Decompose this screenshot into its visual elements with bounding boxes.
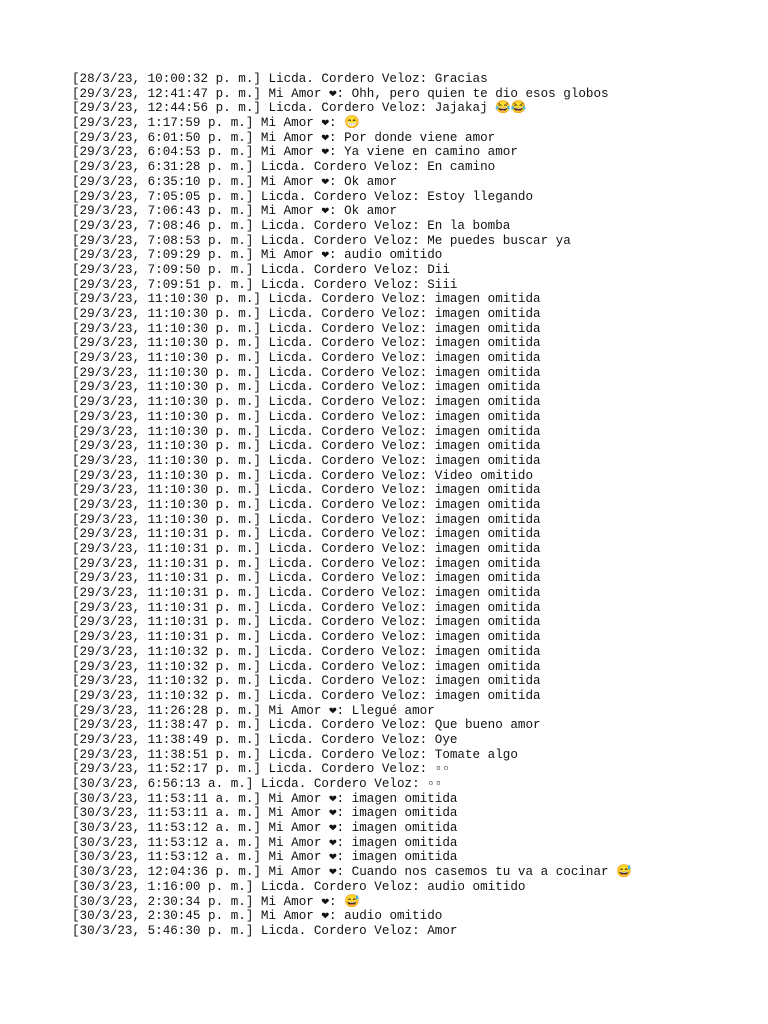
chat-line: [29/3/23, 11:10:30 p. m.] Licda. Cordero Veloz: imagen omitida (72, 453, 541, 468)
chat-line: [29/3/23, 1:17:59 p. m.] Mi Amor ❤: 😁 (72, 116, 360, 131)
chat-line: [30/3/23, 2:30:34 p. m.] Mi Amor ❤: 😅 (72, 894, 360, 909)
chat-line: [29/3/23, 11:10:31 p. m.] Licda. Cordero Veloz: imagen omitida (72, 586, 541, 601)
chat-line: [29/3/23, 11:10:32 p. m.] Licda. Cordero Veloz: imagen omitida (72, 688, 541, 703)
chat-line: [29/3/23, 11:10:30 p. m.] Licda. Cordero Veloz: imagen omitida (72, 483, 541, 498)
chat-line: [30/3/23, 11:53:11 a. m.] Mi Amor ❤: imagen omitida (72, 791, 458, 806)
chat-line: [29/3/23, 11:10:31 p. m.] Licda. Cordero Veloz: imagen omitida (72, 542, 541, 556)
chat-line: [29/3/23, 7:05:05 p. m.] Licda. Cordero Veloz: Estoy llegando (72, 189, 534, 204)
chat-line: [30/3/23, 5:46:30 p. m.] Licda. Cordero Veloz: Amor (72, 923, 458, 938)
chat-line: [29/3/23, 11:10:30 p. m.] Licda. Cordero Veloz: imagen omitida (72, 380, 541, 395)
chat-line: [29/3/23, 11:10:30 p. m.] Licda. Cordero Veloz: imagen omitida (72, 321, 541, 336)
chat-line: [29/3/23, 11:10:31 p. m.] Licda. Cordero Veloz: imagen omitida (72, 527, 541, 542)
chat-line: [29/3/23, 11:10:30 p. m.] Licda. Cordero Veloz: imagen omitida (72, 307, 541, 321)
chat-line: [29/3/23, 7:09:50 p. m.] Licda. Cordero Veloz: Dii (72, 262, 450, 277)
chat-line: [29/3/23, 11:10:32 p. m.] Licda. Cordero Veloz: imagen omitida (72, 644, 541, 659)
chat-line: [29/3/23, 11:10:32 p. m.] Licda. Cordero Veloz: imagen omitida (72, 659, 541, 674)
chat-line: [30/3/23, 1:16:00 p. m.] Licda. Cordero Veloz: audio omitido (72, 879, 526, 894)
chat-line: [29/3/23, 11:26:28 p. m.] Mi Amor ❤: Llegué amor (72, 703, 435, 718)
chat-line: [29/3/23, 11:52:17 p. m.] Licda. Cordero Veloz: ▫▫ (72, 762, 450, 777)
chat-line: [30/3/23, 12:04:36 p. m.] Mi Amor ❤: Cuando nos casemos tu va a cocinar 😅 (72, 865, 632, 880)
chat-line: [30/3/23, 2:30:45 p. m.] Mi Amor ❤: audio omitido (72, 909, 443, 924)
chat-line: [30/3/23, 11:53:12 a. m.] Mi Amor ❤: imagen omitida (72, 821, 458, 836)
chat-line: [29/3/23, 6:01:50 p. m.] Mi Amor ❤: Por donde viene amor (72, 130, 496, 145)
chat-line: [30/3/23, 6:56:13 a. m.] Licda. Cordero Veloz: ▫▫ (72, 777, 443, 791)
chat-line: [28/3/23, 10:00:32 p. m.] Licda. Cordero Veloz: Gracias (72, 72, 488, 86)
chat-line: [29/3/23, 11:10:32 p. m.] Licda. Cordero Veloz: imagen omitida (72, 674, 541, 689)
chat-line: [29/3/23, 7:08:53 p. m.] Licda. Cordero Veloz: Me puedes buscar ya (72, 233, 571, 248)
chat-line: [29/3/23, 11:10:30 p. m.] Licda. Cordero Veloz: imagen omitida (72, 424, 541, 439)
chat-line: [29/3/23, 7:06:43 p. m.] Mi Amor ❤: Ok amor (72, 204, 397, 219)
chat-line: [29/3/23, 6:04:53 p. m.] Mi Amor ❤: Ya viene en camino amor (72, 145, 518, 160)
chat-line: [29/3/23, 11:10:30 p. m.] Licda. Cordero Veloz: imagen omitida (72, 409, 541, 424)
chat-line: [29/3/23, 11:10:31 p. m.] Licda. Cordero Veloz: imagen omitida (72, 615, 541, 630)
chat-transcript (72, 72, 732, 939)
chat-line: [29/3/23, 11:10:30 p. m.] Licda. Cordero Veloz: imagen omitida (72, 512, 541, 527)
chat-line: [29/3/23, 11:38:49 p. m.] Licda. Cordero Veloz: Oye (72, 732, 458, 747)
chat-line: [29/3/23, 7:08:46 p. m.] Licda. Cordero Veloz: En la bomba (72, 218, 511, 233)
chat-line: [29/3/23, 11:10:31 p. m.] Licda. Cordero Veloz: imagen omitida (72, 630, 541, 645)
chat-line: [30/3/23, 11:53:12 a. m.] Mi Amor ❤: imagen omitida (72, 850, 458, 865)
chat-line: [29/3/23, 11:10:30 p. m.] Licda. Cordero Veloz: Video omitido (72, 468, 534, 483)
chat-line: [30/3/23, 11:53:11 a. m.] Mi Amor ❤: imagen omitida (72, 806, 458, 821)
chat-line: [29/3/23, 6:31:28 p. m.] Licda. Cordero Veloz: En camino (72, 160, 496, 175)
chat-line: [29/3/23, 7:09:29 p. m.] Mi Amor ❤: audio omitido (72, 248, 443, 263)
chat-line: [29/3/23, 11:10:30 p. m.] Licda. Cordero Veloz: imagen omitida (72, 351, 541, 366)
chat-line: [29/3/23, 11:10:31 p. m.] Licda. Cordero Veloz: imagen omitida (72, 571, 541, 586)
chat-line: [29/3/23, 11:10:31 p. m.] Licda. Cordero Veloz: imagen omitida (72, 556, 541, 571)
chat-line: [29/3/23, 11:10:30 p. m.] Licda. Cordero Veloz: imagen omitida (72, 497, 541, 512)
chat-line: [29/3/23, 12:44:56 p. m.] Licda. Cordero Veloz: Jajakaj 😂😂 (72, 101, 527, 116)
chat-line: [29/3/23, 11:10:30 p. m.] Licda. Cordero Veloz: imagen omitida (72, 439, 541, 454)
chat-line: [29/3/23, 11:10:30 p. m.] Licda. Cordero Veloz: imagen omitida (72, 292, 541, 307)
chat-line: [29/3/23, 11:10:30 p. m.] Licda. Cordero Veloz: imagen omitida (72, 365, 541, 380)
chat-line: [29/3/23, 11:38:51 p. m.] Licda. Cordero Veloz: Tomate algo (72, 747, 518, 762)
chat-line: [29/3/23, 11:10:30 p. m.] Licda. Cordero Veloz: imagen omitida (72, 395, 541, 410)
chat-line: [29/3/23, 11:10:30 p. m.] Licda. Cordero Veloz: imagen omitida (72, 336, 541, 351)
chat-line: [29/3/23, 7:09:51 p. m.] Licda. Cordero Veloz: Siii (72, 277, 458, 292)
chat-line: [29/3/23, 12:41:47 p. m.] Mi Amor ❤: Ohh, pero quien te dio esos globos (72, 86, 609, 101)
chat-line: [30/3/23, 11:53:12 a. m.] Mi Amor ❤: imagen omitida (72, 835, 458, 850)
chat-line: [29/3/23, 11:10:31 p. m.] Licda. Cordero Veloz: imagen omitida (72, 600, 541, 615)
chat-line: [29/3/23, 6:35:10 p. m.] Mi Amor ❤: Ok amor (72, 174, 397, 189)
chat-line: [29/3/23, 11:38:47 p. m.] Licda. Cordero Veloz: Que bueno amor (72, 718, 541, 733)
